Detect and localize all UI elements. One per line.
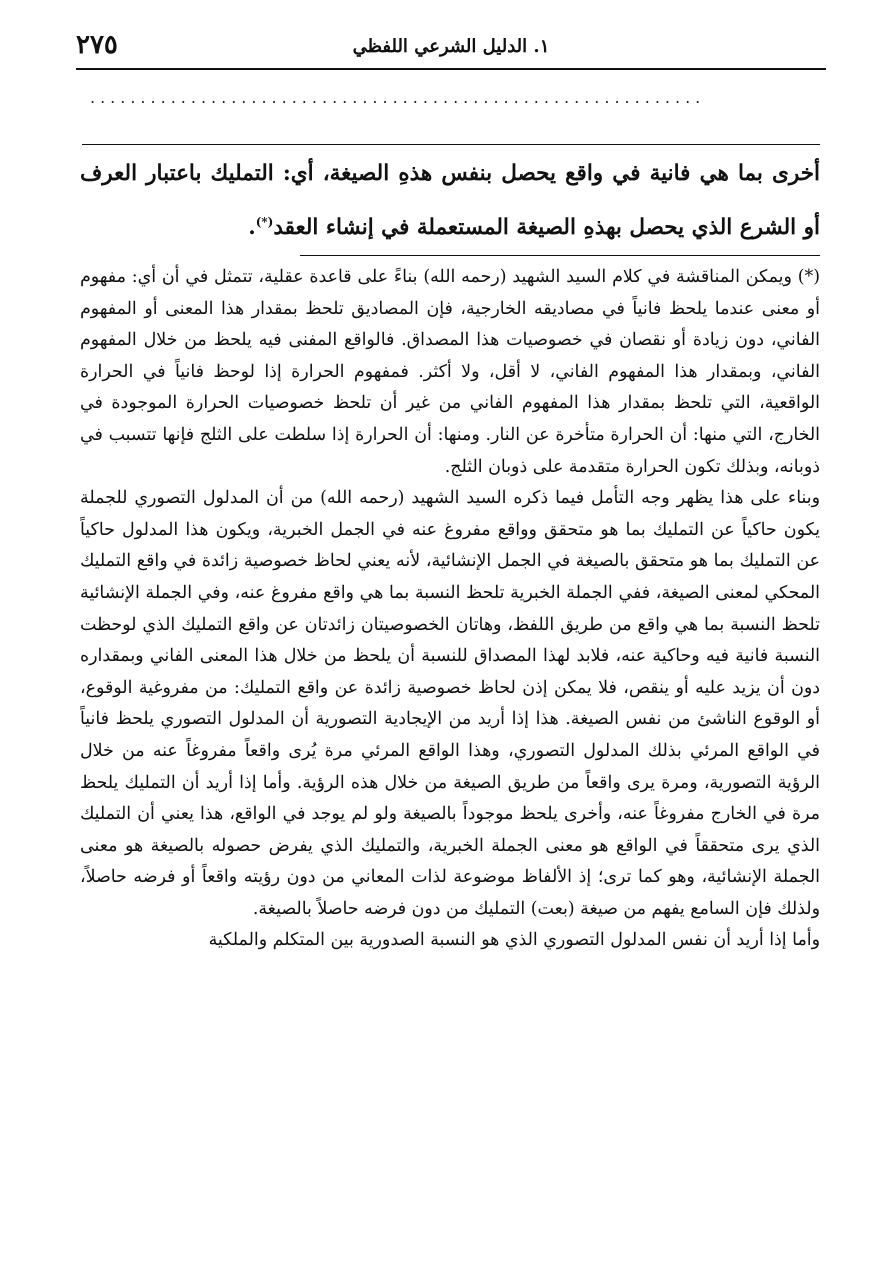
ellipsis-line: ............................................................. bbox=[90, 88, 706, 107]
footnotes bbox=[80, 262, 820, 957]
page-header bbox=[76, 28, 826, 70]
footnote-paragraph: وأما إذا أريد أن نفس المدلول التصوري الذي هو النسبة الصدورية بين المتكلم والملكية bbox=[208, 930, 820, 951]
footnote-paragraph: (*) ويمكن المناقشة في كلام السيد الشهيد (رحمه الله) بناءً على قاعدة عقلية، تتمثل في أن أي: مفهوم أو معنى عندما يلحظ فانياً في مصاديقه الخارجية، فإن المصاديق تلحظ بمقدار هذا المعنى أو المفهوم الفاني، دون زيادة أو نقصان في خصوصيات هذا المصداق. فالواقع المفنى فيه يلحظ من خلال المفهوم الفاني، وبمقدار هذا المفهوم الفاني، لا أقل، ولا أكثر. فمفهوم الحرارة إذا لوحظ فانياً في الحرارة الواقعية، التي تلحظ بمقدار هذا المفهوم الفاني من غير أن تلحظ خصوصيات الحرارة الموجودة في الخارج، التي منها: أن الحرارة متأخرة عن النار. ومنها: أن الحرارة إذا سلطت على الثلج فإنها تتسبب في ذوبانه، وبذلك تكون الحرارة متقدمة على ذوبان الثلج. bbox=[80, 267, 820, 477]
footnote-paragraph: وبناء على هذا يظهر وجه التأمل فيما ذكره السيد الشهيد (رحمه الله) من أن المدلول التصوري للجملة يكون حاكياً عن التمليك بما هو متحقق وواقع مفروغ عنه في الجمل الخبرية، ويكون هذا المدلول حاكياً عن التمليك بما هو متحقق بالصيغة في الجمل الإنشائية، لأنه يعني لحاظ خصوصية زائدة في واقع التمليك المحكي لمعنى الصيغة، ففي الجملة الخبرية تلحظ النسبة بما هي واقع مفروغ عنه، وفي الجملة الإنشائية تلحظ النسبة بما هي واقع من طريق اللفظ، وهاتان الخصوصيتان زائدتان عن واقع التمليك الذي لوحظت النسبة فانية فيه وحاكية عنه، فلابد لهذا المصداق للنسبة أن يلحظ من خلال هذا المعنى الفاني وبمقداره دون أن يزيد عليه أو ينقص، فلا يمكن إذن لحاظ خصوصية زائدة عن واقع التمليك: من مفروغية الوقوع، أو الوقوع الناشئ من نفس الصيغة. هذا إذا أريد من الإيجادية التصورية أن المدلول التصوري يلحظ فانياً في الواقع المرئي بذلك المدلول التصوري، وهذا الواقع المرئي مرة يُرى واقعاً مفروغاً عنه من خلال الرؤية التصورية، ومرة يرى واقعاً من طريق الصيغة من خلال هذه الرؤية. وأما إذا أريد أن التمليك يلحظ مرة في الخارج مفروغاً عنه، وأخرى يلحظ موجوداً بالصيغة ولو لم يوجد في الواقع، هذا يعني أن التمليك الذي يرى متحققاً في الواقع هو معنى الجملة الخبرية، والتمليك الذي يفرض حصوله بالصيغة هو معنى الجملة الإنشائية، وهو كما ترى؛ إذ الألفاظ موضوعة لذات المعاني من دون رؤيته واقعاً أو فرضه حاصلاً، ولذلك فإن السامع يفهم من صيغة (بعت) التمليك من دون فرضه حاصلاً بالصيغة. bbox=[80, 488, 820, 919]
main-paragraph-end: . bbox=[248, 215, 256, 241]
footnote-marker: (*) bbox=[255, 215, 274, 229]
main-text bbox=[80, 150, 820, 252]
divider bbox=[82, 144, 820, 145]
page-number: ٢٧٥ bbox=[76, 30, 118, 60]
main-paragraph: أخرى بما هي فانية في واقع يحصل بنفس هذهِ الصيغة، أي: التمليك باعتبار العرف أو الشرع الذي يحصل بهذهِ الصيغة المستعملة في إنشاء العقد bbox=[80, 161, 820, 241]
footnote-divider bbox=[300, 255, 820, 256]
running-title: ١. الدليل الشرعي اللفظي bbox=[352, 36, 550, 57]
